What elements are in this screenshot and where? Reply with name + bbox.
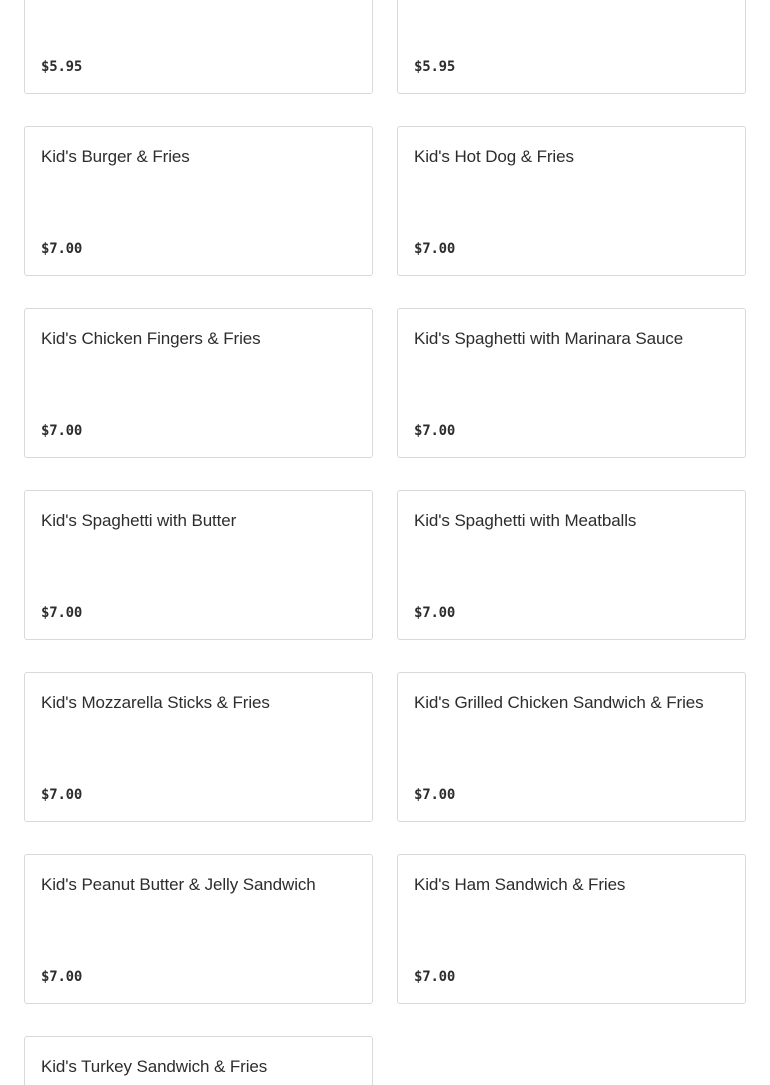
menu-item-grid: [24, 0, 746, 1085]
menu-item-card[interactable]: [24, 126, 373, 276]
menu-item-card[interactable]: [24, 854, 373, 1004]
menu-item-name: Kid's Spaghetti with Marinara Sauce: [414, 329, 684, 348]
menu-item-name: Kid's Ham Sandwich & Fries: [414, 875, 626, 894]
menu-item-card[interactable]: [397, 126, 746, 276]
menu-item-card[interactable]: [397, 308, 746, 458]
menu-item-name: Kid's Turkey Sandwich & Fries: [41, 1057, 268, 1076]
menu-item-card[interactable]: [397, 0, 746, 94]
menu-item-price: $7.00: [414, 969, 456, 985]
menu-item-name: Kid's Hot Dog & Fries: [414, 147, 574, 166]
menu-item-name: Kid's Chicken Fingers & Fries: [41, 329, 261, 348]
menu-item-price: $7.00: [41, 241, 83, 257]
menu-item-price: $7.00: [414, 787, 456, 803]
menu-item-price: $7.00: [41, 605, 83, 621]
menu-item-card[interactable]: [24, 0, 373, 94]
menu-item-card[interactable]: [397, 672, 746, 822]
menu-item-price: $7.00: [41, 787, 83, 803]
menu-item-price: $5.95: [41, 59, 83, 75]
menu-item-card[interactable]: [397, 490, 746, 640]
menu-item-price: $7.00: [414, 423, 456, 439]
menu-item-name: Kid's Burger & Fries: [41, 147, 190, 166]
menu-item-card[interactable]: [24, 672, 373, 822]
menu-item-name: Kid's Peanut Butter & Jelly Sandwich: [41, 875, 316, 894]
menu-item-price: $7.00: [414, 241, 456, 257]
menu-item-card[interactable]: [24, 308, 373, 458]
menu-item-card[interactable]: [24, 490, 373, 640]
menu-item-name: Kid's Mozzarella Sticks & Fries: [41, 693, 270, 712]
menu-item-name: Kid's Spaghetti with Butter: [41, 511, 237, 530]
menu-item-card[interactable]: [24, 1036, 373, 1085]
menu-item-name: Kid's Spaghetti with Meatballs: [414, 511, 637, 530]
menu-item-price: $7.00: [41, 423, 83, 439]
menu-item-price: $7.00: [41, 969, 83, 985]
menu-item-price: $7.00: [414, 605, 456, 621]
menu-item-price: $5.95: [414, 59, 456, 75]
menu-item-name: Kid's Grilled Chicken Sandwich & Fries: [414, 693, 704, 712]
menu-item-card[interactable]: [397, 854, 746, 1004]
